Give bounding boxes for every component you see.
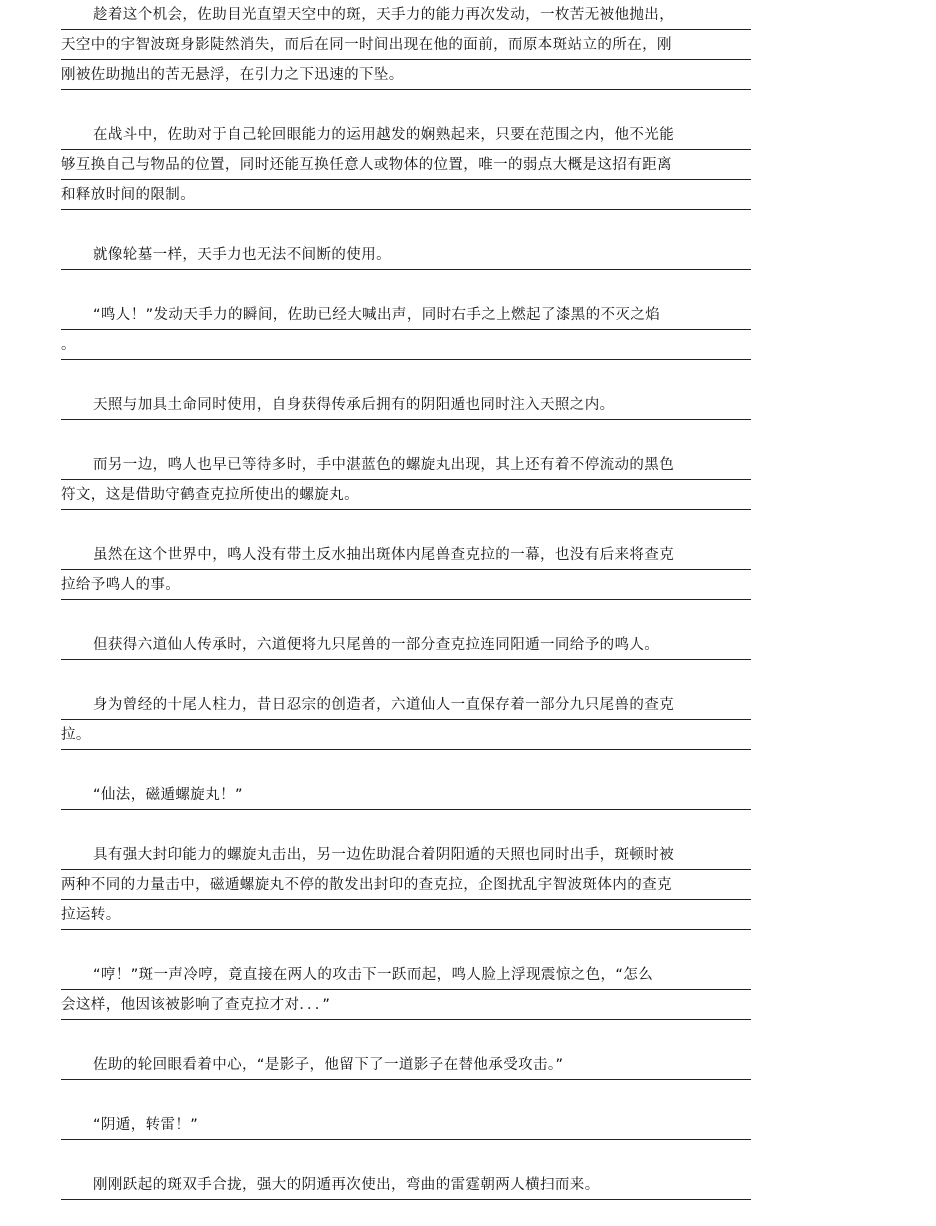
text-line: 虽然在这个世界中，鸣人没有带土反水抽出斑体内尾兽查克拉的一幕，也没有后来将查克 [61,540,751,570]
text-line: 天照与加具土命同时使用，自身获得传承后拥有的阴阳遁也同时注入天照之内。 [61,390,751,420]
paragraph [61,840,751,930]
text-line: 。 [61,330,751,360]
paragraph [61,780,751,810]
paragraph-gap [61,1020,751,1050]
paragraph-gap [61,930,751,960]
paragraph [61,1170,751,1200]
text-line: 但获得六道仙人传承时，六道便将九只尾兽的一部分查克拉连同阳遁一同给予的鸣人。 [61,630,751,660]
text-line: 两种不同的力量击中，磁遁螺旋丸不停的散发出封印的查克拉，企图扰乱宇智波斑体内的查克 [61,870,751,900]
text-line: 拉。 [61,720,751,750]
paragraph-gap [61,1140,751,1170]
paragraph [61,960,751,1020]
text-line: “仙法，磁遁螺旋丸！” [61,780,751,810]
text-line: 和释放时间的限制。 [61,180,751,210]
paragraph [61,390,751,420]
text-line: 拉给予鸣人的事。 [61,570,751,600]
paragraph [61,540,751,600]
paragraph-gap [61,1080,751,1110]
paragraph-gap [61,660,751,690]
paragraph-gap [61,270,751,300]
document-body [61,0,751,1200]
paragraph-gap [61,360,751,390]
text-line: 身为曾经的十尾人柱力，昔日忍宗的创造者，六道仙人一直保存着一部分九只尾兽的查克 [61,690,751,720]
text-line: 趁着这个机会，佐助目光直望天空中的斑，天手力的能力再次发动，一枚苦无被他抛出， [61,0,751,30]
text-line: 拉运转。 [61,900,751,930]
paragraph [61,300,751,360]
paragraph [61,1050,751,1080]
paragraph-gap [61,750,751,780]
paragraph-gap [61,600,751,630]
paragraph [61,120,751,210]
text-line: 在战斗中，佐助对于自己轮回眼能力的运用越发的娴熟起来，只要在范围之内，他不光能 [61,120,751,150]
text-line: 刚刚跃起的斑双手合拢，强大的阴遁再次使出，弯曲的雷霆朝两人横扫而来。 [61,1170,751,1200]
paragraph [61,240,751,270]
text-line: 会这样，他因该被影响了查克拉才对．．．” [61,990,751,1020]
paragraph [61,1110,751,1140]
text-line: “阴遁，转雷！” [61,1110,751,1140]
paragraph [61,450,751,510]
text-line: 天空中的宇智波斑身影陡然消失，而后在同一时间出现在他的面前，而原本斑站立的所在，刚 [61,30,751,60]
text-line: “哼！”斑一声冷哼，竟直接在两人的攻击下一跃而起，鸣人脸上浮现震惊之色，“怎么 [61,960,751,990]
text-line: 就像轮墓一样，天手力也无法不间断的使用。 [61,240,751,270]
paragraph [61,630,751,660]
paragraph-gap [61,210,751,240]
paragraph [61,0,751,90]
paragraph-gap [61,810,751,840]
text-line: 佐助的轮回眼看着中心，“是影子，他留下了一道影子在替他承受攻击。” [61,1050,751,1080]
text-line: “鸣人！”发动天手力的瞬间，佐助已经大喊出声，同时右手之上燃起了漆黑的不灭之焰 [61,300,751,330]
text-line: 符文，这是借助守鹤查克拉所使出的螺旋丸。 [61,480,751,510]
paragraph-gap [61,510,751,540]
paragraph-gap [61,420,751,450]
text-line: 够互换自己与物品的位置，同时还能互换任意人或物体的位置，唯一的弱点大概是这招有距离 [61,150,751,180]
text-line: 而另一边，鸣人也早已等待多时，手中湛蓝色的螺旋丸出现，其上还有着不停流动的黑色 [61,450,751,480]
paragraph-gap [61,90,751,120]
paragraph [61,690,751,750]
text-line: 刚被佐助抛出的苦无悬浮，在引力之下迅速的下坠。 [61,60,751,90]
text-line: 具有强大封印能力的螺旋丸击出，另一边佐助混合着阴阳遁的天照也同时出手，斑顿时被 [61,840,751,870]
